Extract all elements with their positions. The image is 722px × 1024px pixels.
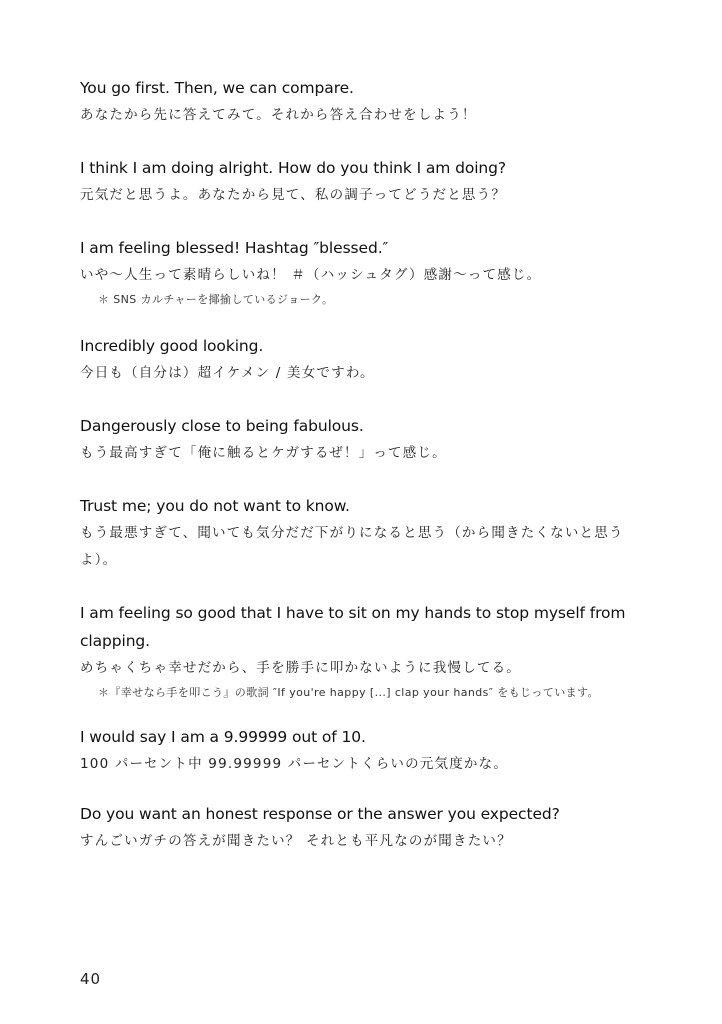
phrase-entry xyxy=(80,154,640,209)
japanese-translation: あなたから先に答えてみて。それから答え合わせをしよう！ xyxy=(80,107,477,123)
phrase-entry xyxy=(80,800,640,855)
japanese-translation: いや〜人生って素晴らしいね！ ＃（ハッシュタグ）感謝〜って感じ。 xyxy=(80,267,542,283)
phrase-entry xyxy=(80,723,640,778)
phrase-entry xyxy=(80,332,640,387)
page-content xyxy=(80,74,640,855)
english-phrase: I am feeling blessed! Hashtag ″blessed.″ xyxy=(80,239,389,257)
english-phrase: You go first. Then, we can compare. xyxy=(80,79,354,97)
english-phrase: I think I am doing alright. How do you think I am doing? xyxy=(80,159,507,177)
page-number: 40 xyxy=(80,970,102,988)
phrase-entry xyxy=(80,599,640,703)
japanese-translation: もう最高すぎて「俺に触るとケガするぜ！」って感じ。 xyxy=(80,445,447,461)
japanese-translation: めちゃくちゃ幸せだから、手を勝手に叩かないように我慢してる。 xyxy=(80,660,521,676)
japanese-translation: すんごいガチの答えが聞きたい？ それとも平凡なのが聞きたい？ xyxy=(80,833,512,849)
japanese-translation: もう最悪すぎて、聞いても気分だだ下がりになると思う（から聞きたくないと思うよ）。 xyxy=(80,525,624,568)
english-phrase: Do you want an honest response or the answer you expected? xyxy=(80,805,560,823)
english-phrase: Incredibly good looking. xyxy=(80,337,264,355)
phrase-entry xyxy=(80,412,640,467)
phrase-entry xyxy=(80,492,640,574)
phrase-entry xyxy=(80,74,640,129)
footnote: ＊ SNS カルチャーを揶揄しているジョーク。 xyxy=(98,293,334,306)
japanese-translation: 今日も（自分は）超イケメン / 美女ですわ。 xyxy=(80,365,375,381)
english-phrase: Trust me; you do not want to know. xyxy=(80,497,350,515)
japanese-translation: 100 パーセント中 99.99999 パーセントくらいの元気度かな。 xyxy=(80,756,509,772)
footnote: ＊『幸せなら手を叩こう』の歌詞 ″If you're happy [...] clap your hands″ をもじっています。 xyxy=(98,686,599,699)
english-phrase: Dangerously close to being fabulous. xyxy=(80,417,364,435)
english-phrase: I am feeling so good that I have to sit on my hands to stop myself from clapping. xyxy=(80,604,626,650)
english-phrase: I would say I am a 9.99999 out of 10. xyxy=(80,728,366,746)
phrase-entry xyxy=(80,234,640,310)
japanese-translation: 元気だと思うよ。あなたから見て、私の調子ってどうだと思う？ xyxy=(80,187,507,203)
